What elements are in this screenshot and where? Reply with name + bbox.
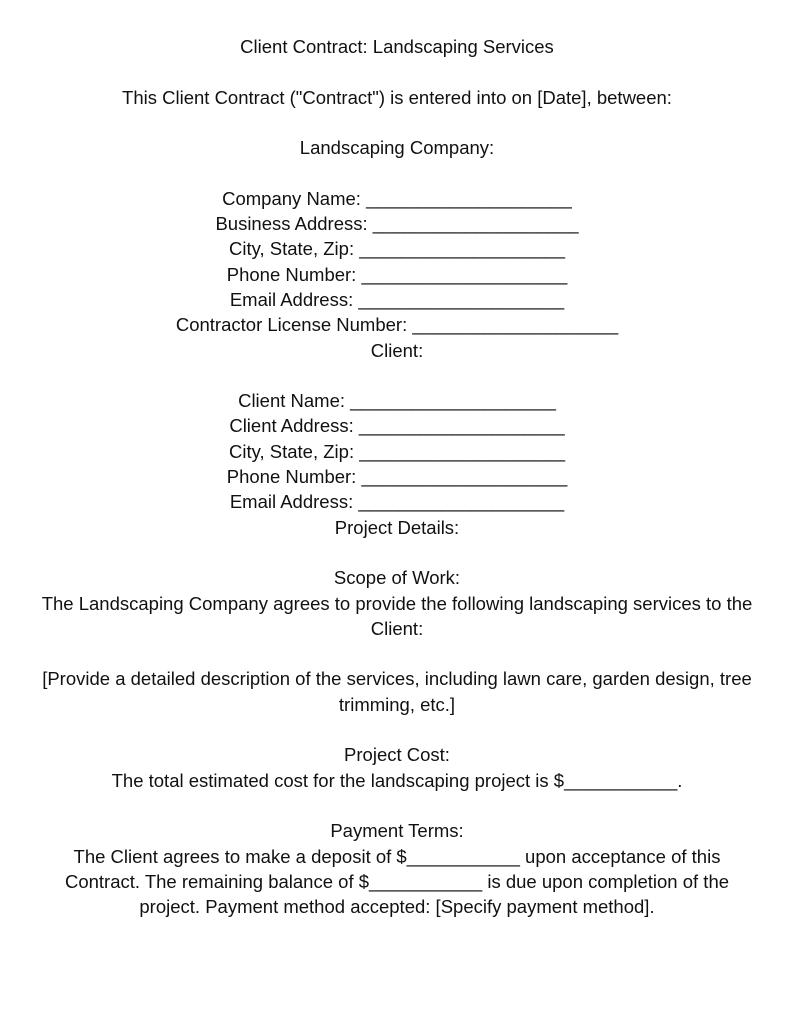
spacer [26, 59, 768, 84]
spacer [26, 160, 768, 185]
client-heading: Client: [370, 339, 424, 361]
spacer [26, 110, 768, 135]
payment-text: The Client agrees to make a deposit of $___________ upon acceptance of this Contract. The remaining balance of $___________ is due upon completion of the project. Payment method accepted: [Specify payment method]. [64, 845, 730, 918]
project-details-heading: Project Details: [334, 516, 460, 538]
spacer [26, 717, 768, 742]
contractor-license-field: Contractor License Number: ____________________ [175, 314, 619, 336]
company-name-field: Company Name: ____________________ [222, 187, 572, 209]
company-phone-field: Phone Number: ____________________ [226, 263, 568, 285]
business-address-field: Business Address: ____________________ [215, 213, 579, 235]
company-city-state-zip-field: City, State, Zip: ____________________ [229, 238, 565, 260]
spacer [26, 540, 768, 565]
client-city-state-zip-field: City, State, Zip: ____________________ [229, 440, 565, 462]
payment-heading: Payment Terms: [330, 820, 464, 842]
spacer [26, 641, 768, 666]
client-name-field: Client Name: ____________________ [238, 390, 556, 412]
scope-text: The Landscaping Company agrees to provide the following landscaping services to the Client: [41, 592, 753, 639]
cost-text: The total estimated cost for the landscaping project is $___________. [111, 769, 683, 791]
scope-heading: Scope of Work: [333, 567, 461, 589]
company-heading: Landscaping Company: [299, 137, 495, 159]
scope-placeholder: [Provide a detailed description of the services, including lawn care, garden design, tree trimming, etc.] [42, 668, 752, 715]
intro-text: This Client Contract ("Contract") is entered into on [Date], between: [122, 86, 672, 108]
company-email-field: Email Address: ____________________ [229, 288, 565, 310]
client-address-field: Client Address: ____________________ [229, 415, 565, 437]
spacer [26, 363, 768, 388]
document-title: Client Contract: Landscaping Services [240, 36, 554, 57]
client-phone-field: Phone Number: ____________________ [226, 466, 568, 488]
client-email-field: Email Address: ____________________ [229, 491, 565, 513]
spacer [26, 793, 768, 818]
cost-heading: Project Cost: [344, 744, 450, 766]
